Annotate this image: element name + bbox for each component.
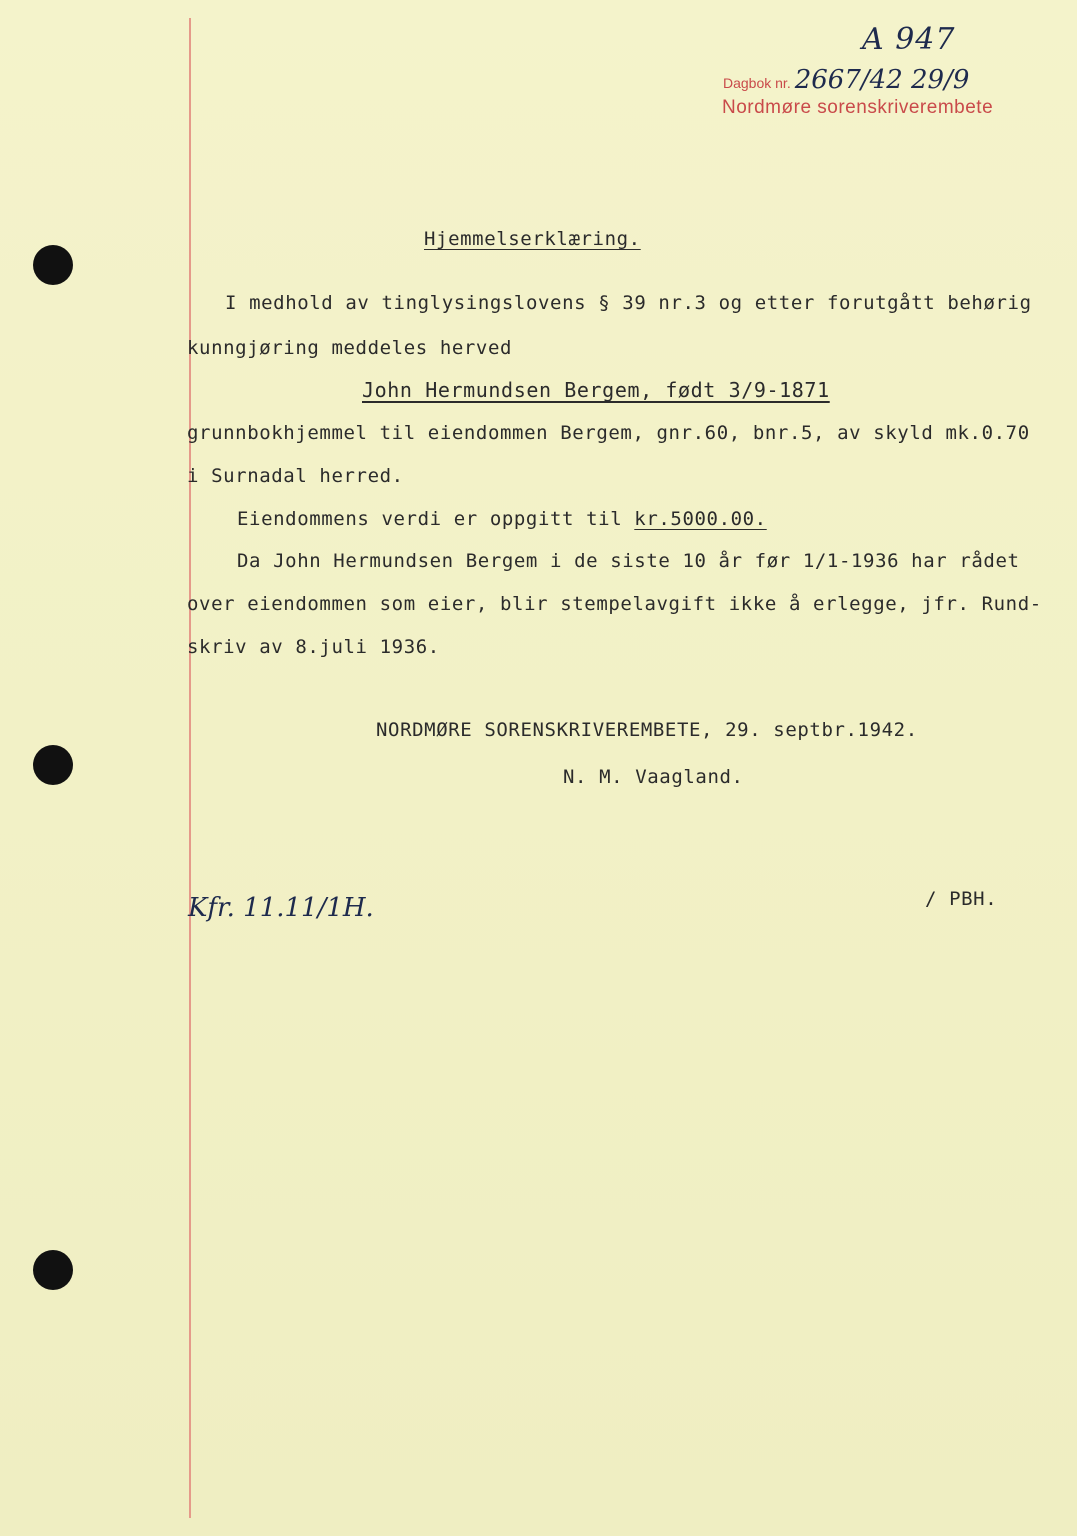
body-line: kunngjøring meddeles herved [187, 337, 513, 359]
punch-hole-icon [33, 245, 73, 285]
value-label: Eiendommens verdi er oppgitt til [237, 508, 623, 530]
punch-hole-icon [33, 1250, 73, 1290]
punch-hole-icon [33, 745, 73, 785]
dagbok-number: 2667/42 29/9 [794, 65, 970, 95]
document-title: Hjemmelserklæring. [424, 228, 641, 250]
owner-name-line: John Hermundsen Bergem, født 3/9-1871 [362, 378, 830, 402]
body-line: skriv av 8.juli 1936. [187, 636, 440, 658]
body-line: grunnbokhjemmel til eiendommen Bergem, gnr.60, bnr.5, av skyld mk.0.70 [187, 422, 1030, 444]
margin-line [189, 18, 191, 1518]
dagbok-stamp [723, 65, 969, 95]
dagbok-label: Dagbok nr. [723, 75, 791, 91]
value-amount: kr.5000.00. [634, 508, 767, 530]
signer-name: N. M. Vaagland. [563, 766, 744, 788]
body-line: over eiendommen som eier, blir stempelavgift ikke å erlegge, jfr. Rund- [187, 593, 1042, 615]
office-stamp: Nordmøre sorenskriverembete [722, 97, 994, 118]
body-line: I medhold av tinglysingslovens § 39 nr.3 og etter forutgått behørig [225, 292, 1032, 314]
value-line [237, 508, 767, 530]
initials: / PBH. [925, 888, 998, 910]
office-date-line: NORDMØRE SORENSKRIVEREMBETE, 29. septbr.1942. [376, 719, 918, 741]
body-line: Da John Hermundsen Bergem i de siste 10 år før 1/1-1936 har rådet [237, 550, 1020, 572]
margin-note: Kfr. 11.11/1H. [188, 893, 374, 923]
folio-note: A 947 [862, 22, 956, 57]
body-line: i Surnadal herred. [187, 465, 404, 487]
